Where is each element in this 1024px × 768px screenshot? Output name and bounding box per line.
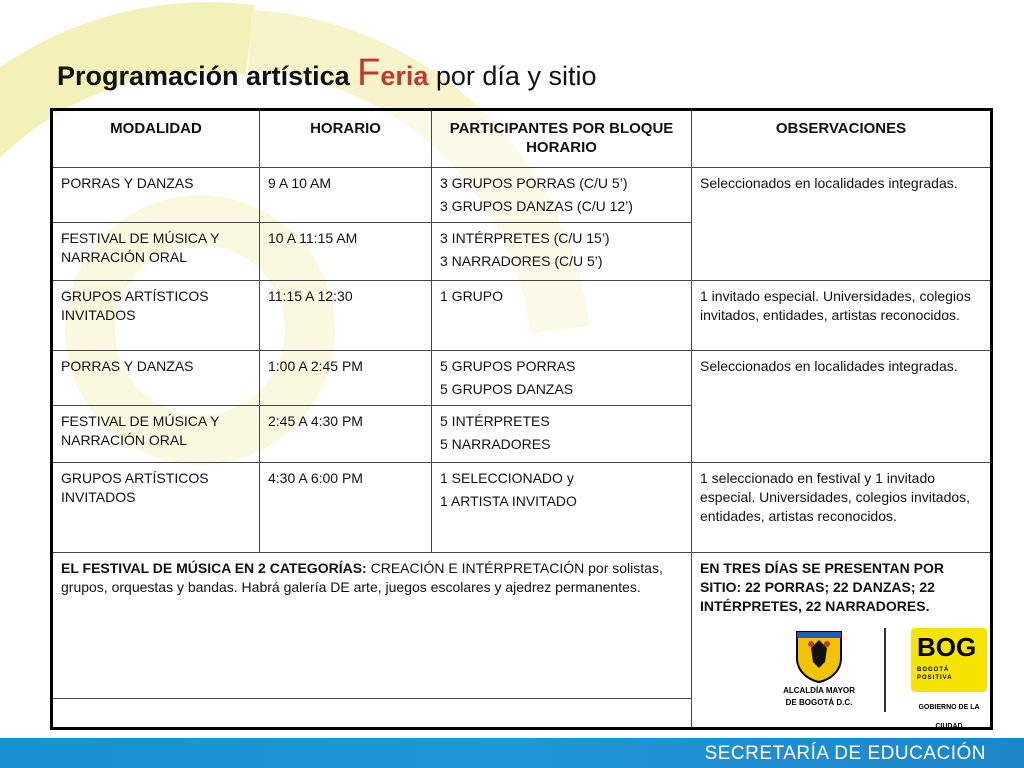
cell-observaciones: 1 invitado especial. Universidades, colegios invitados, entidades, artistas reconocidos. [692,281,992,351]
cell-participantes: 1 SELECCIONADO y 1 ARTISTA INVITADO [432,463,692,553]
bog-subtitle: BOGOTÁ POSITIVA [917,667,953,681]
schedule-table [50,108,993,730]
cell-participantes: 3 INTÉRPRETES (C/U 15’) 3 NARRADORES (C/U 5’) [432,223,692,281]
bog-logo: BOG BOGOTÁ POSITIVA GOBIERNO DE LA CIUDAD [906,628,992,736]
cell-horario: 11:15 A 12:30 [260,281,432,351]
header-participantes: PARTICIPANTES POR BLOQUE HORARIO [432,110,692,168]
logos-area [700,628,982,730]
cell-horario: 10 A 11:15 AM [260,223,432,281]
cell-participantes: 3 GRUPOS PORRAS (C/U 5’) 3 GRUPOS DANZAS (C/U 12’) [432,168,692,223]
cell-observaciones: Seleccionados en localidades integradas. [692,351,992,463]
header-horario: HORARIO [260,110,432,168]
footer-label: SECRETARÍA DE EDUCACIÓN [704,743,986,764]
header-observaciones: OBSERVACIONES [692,110,992,168]
cell-modalidad: FESTIVAL DE MÚSICA Y NARRACIÓN ORAL [52,223,260,281]
cell-modalidad: FESTIVAL DE MÚSICA Y NARRACIÓN ORAL [52,406,260,463]
logo-divider [884,628,886,712]
cell-horario: 2:45 A 4:30 PM [260,406,432,463]
summary-totals-text: EN TRES DÍAS SE PRESENTAN POR SITIO: 22 PORRAS; 22 DANZAS; 22 INTÉRPRETES, 22 NARRADORES. [700,560,945,614]
cell-observaciones: Seleccionados en localidades integradas. [692,168,992,281]
cell-horario: 4:30 A 6:00 PM [260,463,432,553]
cell-horario: 9 A 10 AM [260,168,432,223]
footer-bar [0,738,1024,768]
cell-observaciones: 1 seleccionado en festival y 1 invitado especial. Universidades, colegios invitados, entidades, artistas reconocidos. [692,463,992,553]
table-row [52,281,992,351]
table-row [52,351,992,406]
summary-totals-cell [692,553,992,729]
cell-modalidad: PORRAS Y DANZAS [52,168,260,223]
table-row [52,168,992,223]
bog-logo-box: BOG BOGOTÁ POSITIVA [911,628,987,692]
empty-cell [52,699,692,729]
table-header-row [52,110,992,168]
cell-participantes: 1 GRUPO [432,281,692,351]
cell-modalidad: PORRAS Y DANZAS [52,351,260,406]
cell-modalidad: GRUPOS ARTÍSTICOS INVITADOS [52,463,260,553]
header-modalidad: MODALIDAD [52,110,260,168]
summary-festival-cell: EL FESTIVAL DE MÚSICA EN 2 CATEGORÍAS: CREACIÓN E INTÉRPRETACIÓN por solistas, grupos, orquestas y bandas. Habrá galería DE arte, juegos escolares y ajedrez permanentes. [52,553,692,699]
cell-participantes: 5 INTÉRPRETES 5 NARRADORES [432,406,692,463]
summary-row [52,553,992,699]
table-row [52,463,992,553]
cell-horario: 1:00 A 2:45 PM [260,351,432,406]
coat-of-arms-icon [791,628,847,684]
schedule-table-container [50,108,990,730]
page-title: Programación artística Feria por día y sitio [57,52,597,94]
cell-modalidad: GRUPOS ARTÍSTICOS INVITADOS [52,281,260,351]
alcaldia-logo: ALCALDÍA MAYOR DE BOGOTÁ D.C. [764,628,874,708]
cell-participantes: 5 GRUPOS PORRAS 5 GRUPOS DANZAS [432,351,692,406]
